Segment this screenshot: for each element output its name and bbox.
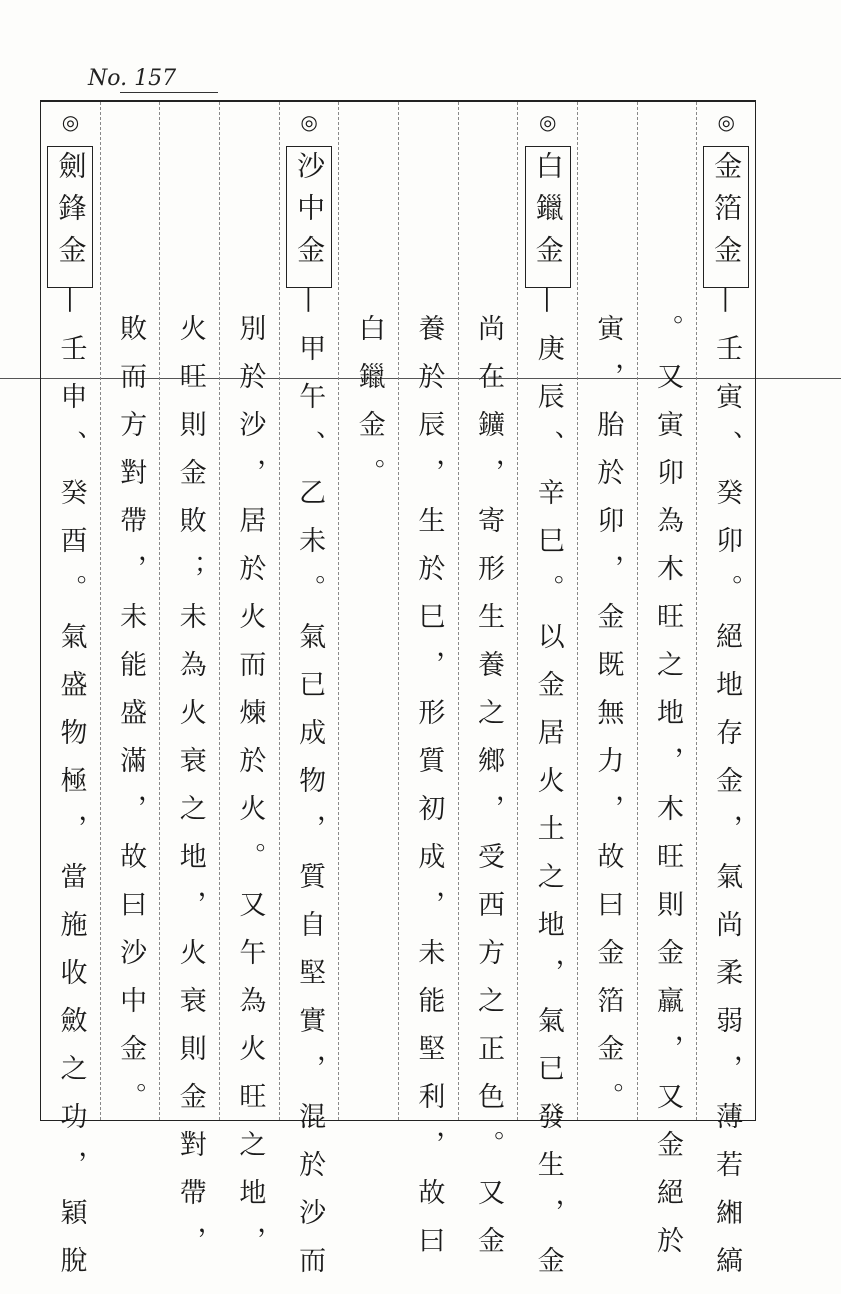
section-bullet-icon: ◎ [717, 110, 735, 134]
column-2 [637, 102, 697, 1274]
column-6 [398, 102, 458, 1274]
column-text: 別於沙，居於火而煉於火。又午為火旺之地， [234, 314, 266, 1274]
section-title: 白鑞金 [525, 146, 571, 288]
section-bullet-icon: ◎ [300, 110, 318, 134]
page-number: No. 157 [88, 66, 177, 91]
column-8 [279, 102, 339, 1294]
column-text: 火旺則金敗；未為火衰之地，火衰則金對帶， [174, 314, 206, 1274]
column-9 [219, 102, 279, 1274]
section-title: 金箔金 [703, 146, 749, 288]
column-7 [338, 102, 398, 1120]
column-text: —甲午、乙未。氣已成物，質自堅實，混於沙而 [294, 286, 326, 1294]
column-text: 。又寅卯為木旺之地，木旺則金羸，又金絕於 [652, 314, 684, 1274]
column-text: 尚在鑛，寄形生養之鄉，受西方之正色。又金 [473, 314, 505, 1274]
column-10 [159, 102, 219, 1274]
column-text: —壬申、癸酉。氣盛物極，當施收斂之功，穎脫 [55, 286, 87, 1294]
column-text: 敗而方對帶，未能盛滿，故曰沙中金。 [115, 314, 147, 1130]
section-title: 沙中金 [286, 146, 332, 288]
column-4 [517, 102, 577, 1294]
column-text: 養於辰，生於巳，形質初成，未能堅利，故曰 [413, 314, 445, 1274]
manuscript-grid [40, 100, 756, 1294]
section-bullet-icon: ◎ [538, 110, 557, 134]
column-5 [458, 102, 518, 1274]
column-text: —壬寅、癸卯。絕地存金，氣尚柔弱，薄若緗縞 [711, 286, 743, 1294]
page-number-underline [120, 92, 218, 93]
column-3 [577, 102, 637, 1130]
column-1 [696, 102, 756, 1294]
section-title: 劍鋒金 [47, 146, 93, 288]
column-12 [40, 102, 100, 1294]
column-text: —庚辰、辛巳。以金居火土之地，氣已發生，金 [532, 286, 564, 1294]
column-text: 白鑞金。 [353, 314, 385, 506]
column-text: 寅，胎於卯，金既無力，故曰金箔金。 [592, 314, 624, 1130]
section-bullet-icon: ◎ [61, 110, 80, 134]
column-11 [100, 102, 160, 1130]
